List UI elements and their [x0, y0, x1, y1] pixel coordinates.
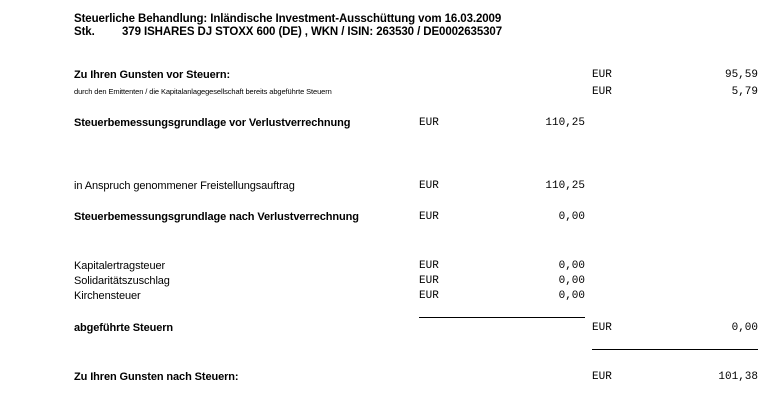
bemessung-nach-label: Steuerbemessungsgrundlage nach Verlustverrechnung	[74, 211, 359, 223]
emittent-steuern-label: durch den Emittenten / die Kapitalanlagegesellschaft bereits abgeführte Steuern	[74, 87, 332, 96]
kapitalertragsteuer-label: Kapitalertragsteuer	[74, 260, 166, 272]
solidaritaetszuschlag-amount: 0,00	[558, 275, 585, 287]
kirchensteuer-currency: EUR	[419, 290, 439, 302]
gunsten-nach-steuern-label: Zu Ihren Gunsten nach Steuern:	[74, 371, 239, 383]
kapitalertragsteuer-amount: 0,00	[558, 260, 585, 272]
security-description: 379 ISHARES DJ STOXX 600 (DE) , WKN / ISIN: 263530 / DE0002635307	[122, 26, 502, 38]
solidaritaetszuschlag-currency: EUR	[419, 275, 439, 287]
sum-rule-total	[592, 349, 758, 350]
document-title: Steuerliche Behandlung: Inländische Investment-Ausschüttung vom 16.03.2009	[74, 13, 502, 25]
emittent-steuern-amount: 5,79	[731, 86, 758, 98]
sum-rule-taxes	[419, 317, 585, 318]
gunsten-vor-steuern-label: Zu Ihren Gunsten vor Steuern:	[74, 69, 231, 81]
kirchensteuer-label: Kirchensteuer	[74, 290, 141, 302]
kapitalertragsteuer-currency: EUR	[419, 260, 439, 272]
bemessung-nach-currency: EUR	[419, 211, 439, 223]
abgefuehrte-steuern-amount: 0,00	[731, 322, 758, 334]
abgefuehrte-steuern-currency: EUR	[592, 322, 612, 334]
bemessung-vor-label: Steuerbemessungsgrundlage vor Verlustverrechnung	[74, 117, 351, 129]
freistellungsauftrag-label: in Anspruch genommener Freistellungsauftrag	[74, 180, 295, 192]
bemessung-nach-amount: 0,00	[558, 211, 585, 223]
gunsten-vor-steuern-currency: EUR	[592, 69, 612, 81]
gunsten-nach-steuern-amount: 101,38	[718, 371, 758, 383]
gunsten-nach-steuern-currency: EUR	[592, 371, 612, 383]
bemessung-vor-amount: 110,25	[545, 117, 585, 129]
gunsten-vor-steuern-amount: 95,59	[724, 69, 758, 81]
emittent-steuern-currency: EUR	[592, 86, 612, 98]
kirchensteuer-amount: 0,00	[558, 290, 585, 302]
stk-label: Stk.	[74, 26, 95, 38]
freistellungsauftrag-currency: EUR	[419, 180, 439, 192]
solidaritaetszuschlag-label: Solidaritätszuschlag	[74, 275, 170, 287]
bemessung-vor-currency: EUR	[419, 117, 439, 129]
freistellungsauftrag-amount: 110,25	[545, 180, 585, 192]
abgefuehrte-steuern-label: abgeführte Steuern	[74, 322, 174, 334]
